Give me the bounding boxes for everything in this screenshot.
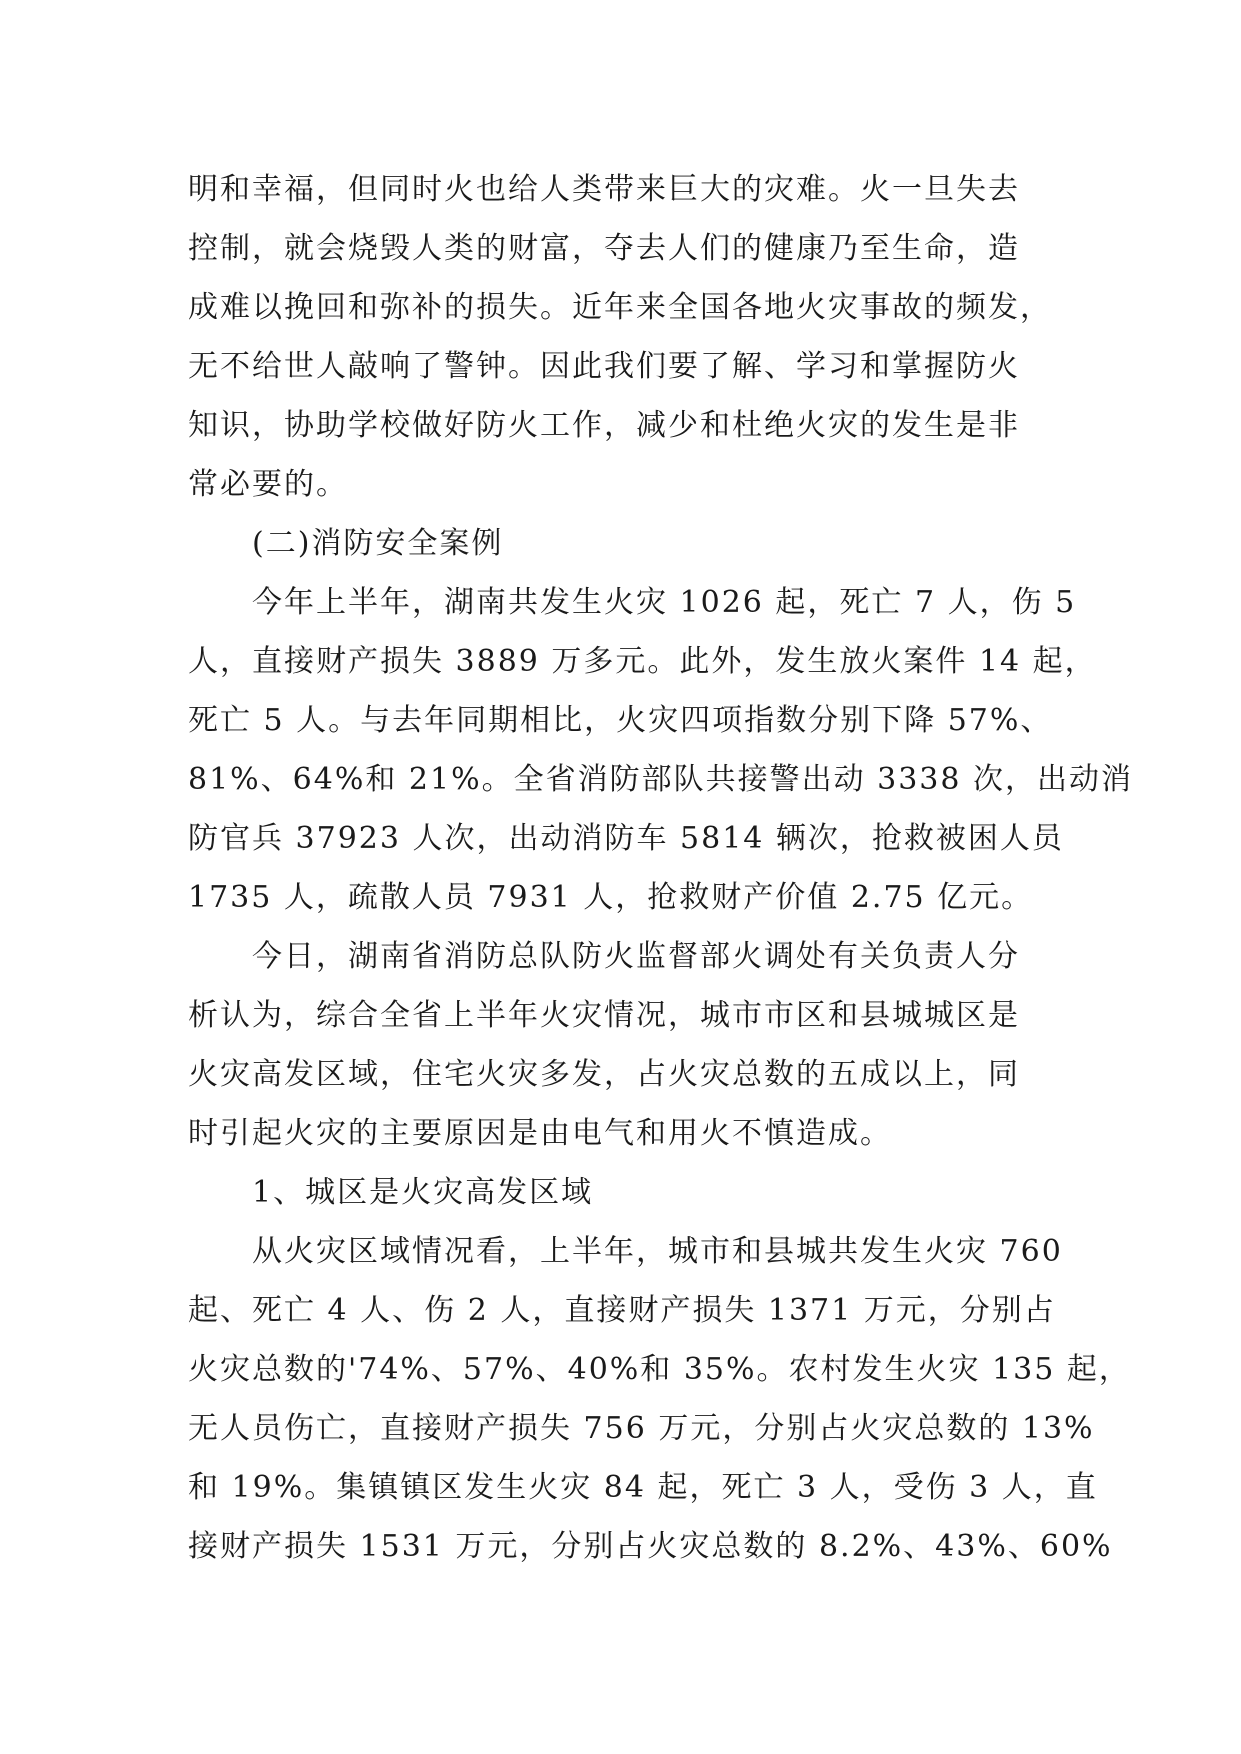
text-line: 无不给世人敲响了警钟。因此我们要了解、学习和掌握防火 bbox=[188, 349, 1020, 384]
text-line: 火灾高发区域，住宅火灾多发，占火灾总数的五成以上，同 bbox=[188, 1057, 1020, 1092]
text-line: 81%、64%和 21%。全省消防部队共接警出动 3338 次，出动消 bbox=[188, 762, 1133, 797]
text-line: 防官兵 37923 人次，出动消防车 5814 辆次，抢救被困人员 bbox=[188, 821, 1064, 856]
text-line: 时引起火灾的主要原因是由电气和用火不慎造成。 bbox=[188, 1116, 892, 1151]
paragraph-start-line: 今年上半年，湖南共发生火灾 1026 起，死亡 7 人，伤 5 bbox=[252, 585, 1077, 620]
text-line: 起、死亡 4 人、伤 2 人，直接财产损失 1371 万元，分别占 bbox=[188, 1293, 1056, 1328]
text-line: 析认为，综合全省上半年火灾情况，城市市区和县城城区是 bbox=[188, 998, 1020, 1033]
text-line: 无人员伤亡，直接财产损失 756 万元，分别占火灾总数的 13% bbox=[188, 1411, 1095, 1446]
text-line: 和 19%。集镇镇区发生火灾 84 起，死亡 3 人，受伤 3 人，直 bbox=[188, 1470, 1098, 1505]
paragraph-start-line: 今日，湖南省消防总队防火监督部火调处有关负责人分 bbox=[252, 939, 1020, 974]
paragraph-start-line: 从火灾区域情况看，上半年，城市和县城共发生火灾 760 bbox=[252, 1234, 1063, 1269]
text-line: 常必要的。 bbox=[188, 467, 348, 502]
text-line: 火灾总数的'74%、57%、40%和 35%。农村发生火灾 135 起， bbox=[188, 1352, 1131, 1387]
text-line: 接财产损失 1531 万元，分别占火灾总数的 8.2%、43%、60% bbox=[188, 1529, 1113, 1564]
text-line: 人，直接财产损失 3889 万多元。此外，发生放火案件 14 起， bbox=[188, 644, 1097, 679]
subsection-heading: 1、城区是火灾高发区域 bbox=[252, 1175, 594, 1210]
text-line: 控制，就会烧毁人类的财富，夺去人们的健康乃至生命，造 bbox=[188, 231, 1020, 266]
text-line: 死亡 5 人。与去年同期相比，火灾四项指数分别下降 57%、 bbox=[188, 703, 1053, 738]
body-text bbox=[188, 160, 1133, 1576]
text-line: 1735 人，疏散人员 7931 人，抢救财产价值 2.75 亿元。 bbox=[188, 880, 1034, 915]
text-line: 成难以挽回和弥补的损失。近年来全国各地火灾事故的频发， bbox=[188, 290, 1052, 325]
section-heading: (二)消防安全案例 bbox=[252, 526, 504, 561]
text-line: 知识，协助学校做好防火工作，减少和杜绝火灾的发生是非 bbox=[188, 408, 1020, 443]
text-line: 明和幸福，但同时火也给人类带来巨大的灾难。火一旦失去 bbox=[188, 172, 1020, 207]
